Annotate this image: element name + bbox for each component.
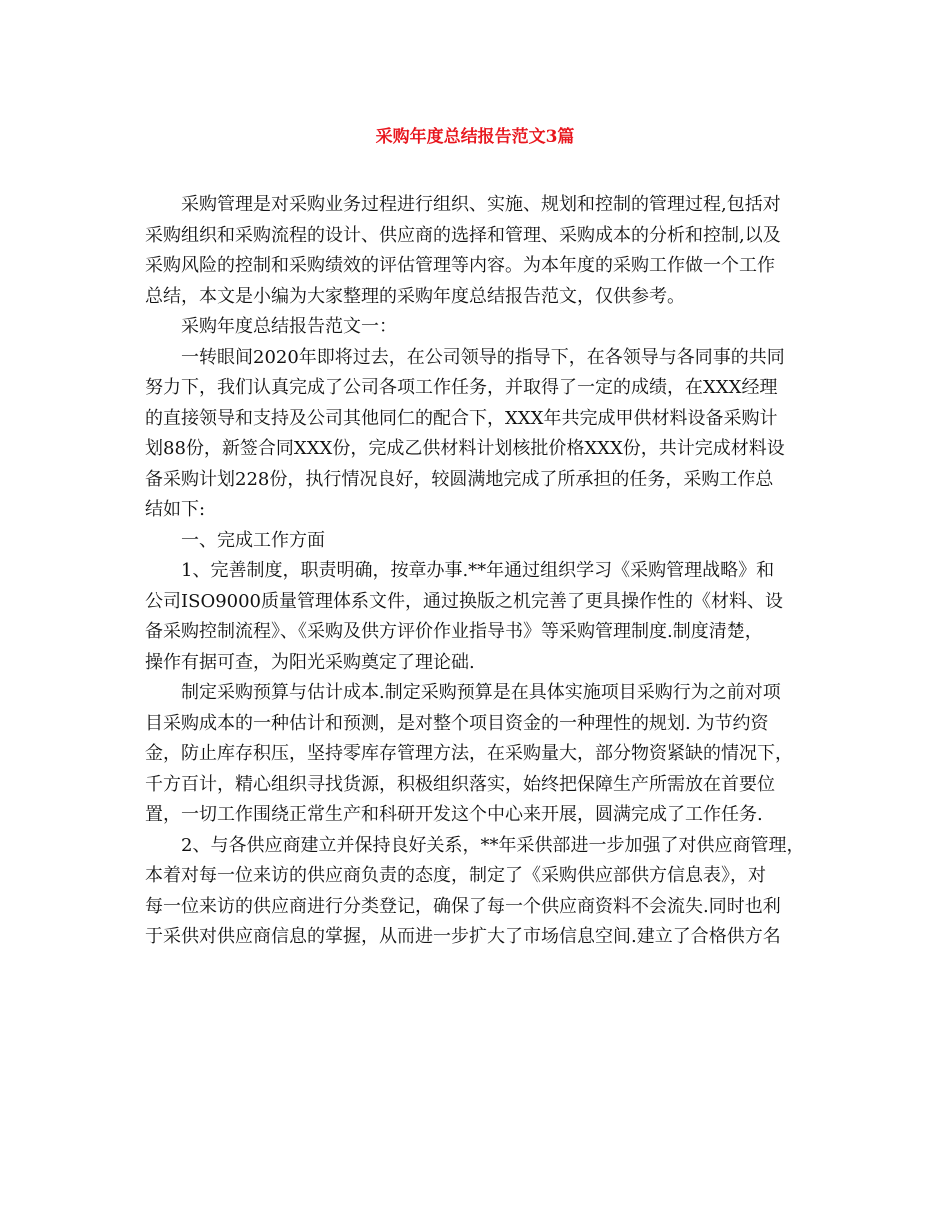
text-line: 划88份，新签合同XXX份，完成乙供材料计划核批价格XXX份，共计完成材料设 bbox=[145, 438, 785, 459]
text-line: 制定采购预算与估计成本.制定采购预算是在具体实施项目采购行为之前对项 bbox=[181, 682, 781, 703]
document-title: 采购年度总结报告范文3篇 bbox=[375, 127, 575, 147]
text-line: 本着对每一位来访的供应商负责的态度，制定了《采购供应部供方信息表》，对 bbox=[145, 865, 766, 886]
text-line: 操作有据可查，为阳光采购奠定了理论础. bbox=[145, 651, 475, 673]
text-line: 采购年度总结报告范文一： bbox=[181, 316, 397, 337]
text-line: 金，防止库存积压，坚持零库存管理方法，在采购量大，部分物资紧缺的情况下， bbox=[145, 743, 793, 764]
text-line: 采购管理是对采购业务过程进行组织、实施、规划和控制的管理过程,包括对 bbox=[181, 194, 781, 215]
text-line: 每一位来访的供应商进行分类登记，确保了每一个供应商资料不会流失.同时也利 bbox=[145, 895, 781, 917]
text-line: 千方百计，精心组织寻找货源，积极组织落实，始终把保障生产所需放在首要位 bbox=[145, 773, 775, 795]
text-line: 2、与各供应商建立并保持良好关系，**年采供部进一步加强了对供应商管理， bbox=[181, 834, 805, 856]
text-line: 一转眼间2020年即将过去，在公司领导的指导下，在各领导与各同事的共同 bbox=[181, 346, 785, 368]
text-line: 结如下: bbox=[145, 499, 206, 520]
text-line: 一、完成工作方面 bbox=[181, 529, 325, 551]
text-line: 总结，本文是小编为大家整理的采购年度总结报告范文，仅供参考。 bbox=[145, 285, 685, 307]
text-line: 于采供对供应商信息的掌握，从而进一步扩大了市场信息空间.建立了合格供方名 bbox=[145, 926, 781, 947]
text-line: 公司ISO9000质量管理体系文件，通过换版之机完善了更具操作性的《材料、设 bbox=[145, 590, 784, 612]
text-line: 采购风险的控制和采购绩效的评估管理等内容。为本年度的采购工作做一个工作 bbox=[145, 255, 775, 276]
text-line: 目采购成本的一种估计和预测，是对整个项目资金的一种理性的规划. 为节约资 bbox=[145, 712, 769, 734]
text-line: 1、完善制度，职责明确，按章办事.**年通过组织学习《采购管理战略》和 bbox=[181, 560, 775, 581]
text-line: 备采购控制流程》、《采购及供方评价作业指导书》等采购管理制度.制度清楚， bbox=[145, 621, 763, 642]
text-line: 备采购计划228份，执行情况良好，较圆满地完成了所承担的任务，采购工作总 bbox=[145, 468, 774, 490]
text-line: 置，一切工作围绕正常生产和科研开发这个中心来开展，圆满完成了工作任务. bbox=[145, 804, 763, 825]
text-line: 努力下，我们认真完成了公司各项工作任务，并取得了一定的成绩，在XXX经理 bbox=[145, 377, 778, 398]
text-line: 的直接领导和支持及公司其他同仁的配合下，XXX年共完成甲供材料设备采购计 bbox=[145, 407, 778, 429]
document-body bbox=[145, 190, 810, 953]
text-line: 采购组织和采购流程的设计、供应商的选择和管理、采购成本的分析和控制,以及 bbox=[145, 224, 781, 246]
